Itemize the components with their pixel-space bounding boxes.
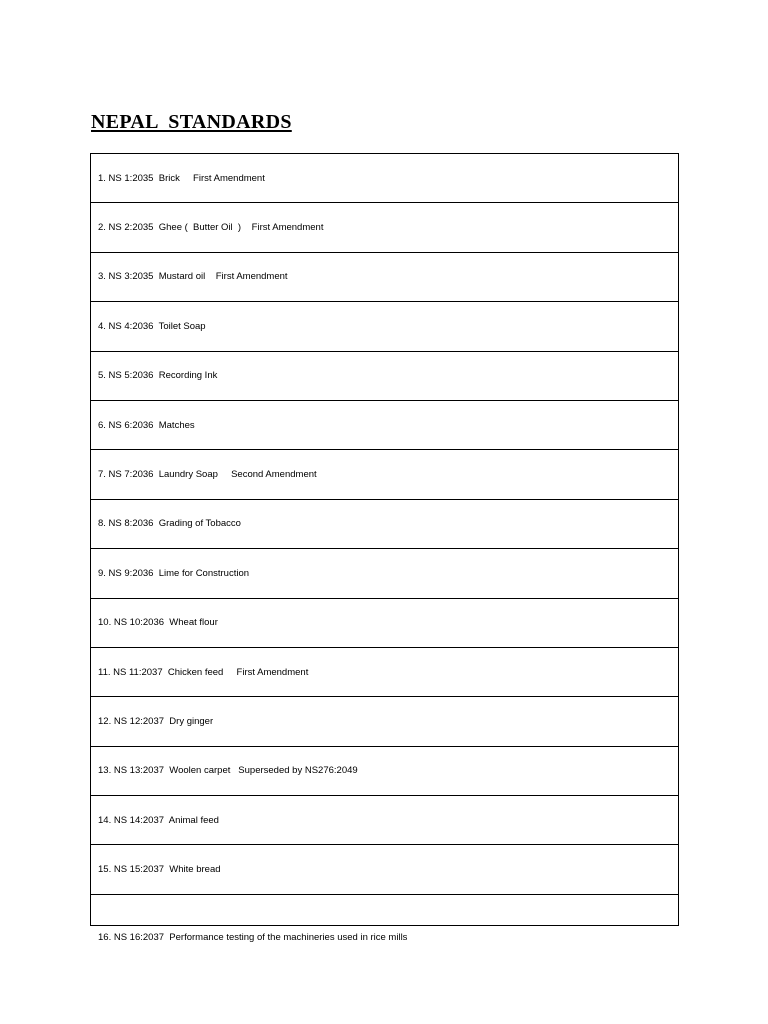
table-row: 9. NS 9:2036 Lime for Construction — [91, 549, 678, 598]
table-row: 10. NS 10:2036 Wheat flour — [91, 599, 678, 648]
table-row: 11. NS 11:2037 Chicken feed First Amendment — [91, 648, 678, 697]
table-row: 16. NS 16:2037 Performance testing of the machineries used in rice mills — [98, 932, 408, 944]
table-row: 12. NS 12:2037 Dry ginger — [91, 697, 678, 746]
table-row: 15. NS 15:2037 White bread — [91, 845, 678, 894]
table-row: 4. NS 4:2036 Toilet Soap — [91, 302, 678, 351]
table-row: 1. NS 1:2035 Brick First Amendment — [91, 154, 678, 203]
table-row: 2. NS 2:2035 Ghee ( Butter Oil ) First Amendment — [91, 203, 678, 252]
page-title: NEPAL STANDARDS — [91, 111, 292, 133]
table-row: 6. NS 6:2036 Matches — [91, 401, 678, 450]
table-row: 3. NS 3:2035 Mustard oil First Amendment — [91, 253, 678, 302]
table-row: 13. NS 13:2037 Woolen carpet Superseded by NS276:2049 — [91, 747, 678, 796]
table-row: 8. NS 8:2036 Grading of Tobacco — [91, 500, 678, 549]
table-row: 5. NS 5:2036 Recording Ink — [91, 352, 678, 401]
standards-table — [90, 153, 679, 944]
table-row: 7. NS 7:2036 Laundry Soap Second Amendment — [91, 450, 678, 499]
table-row: 14. NS 14:2037 Animal feed — [91, 796, 678, 845]
